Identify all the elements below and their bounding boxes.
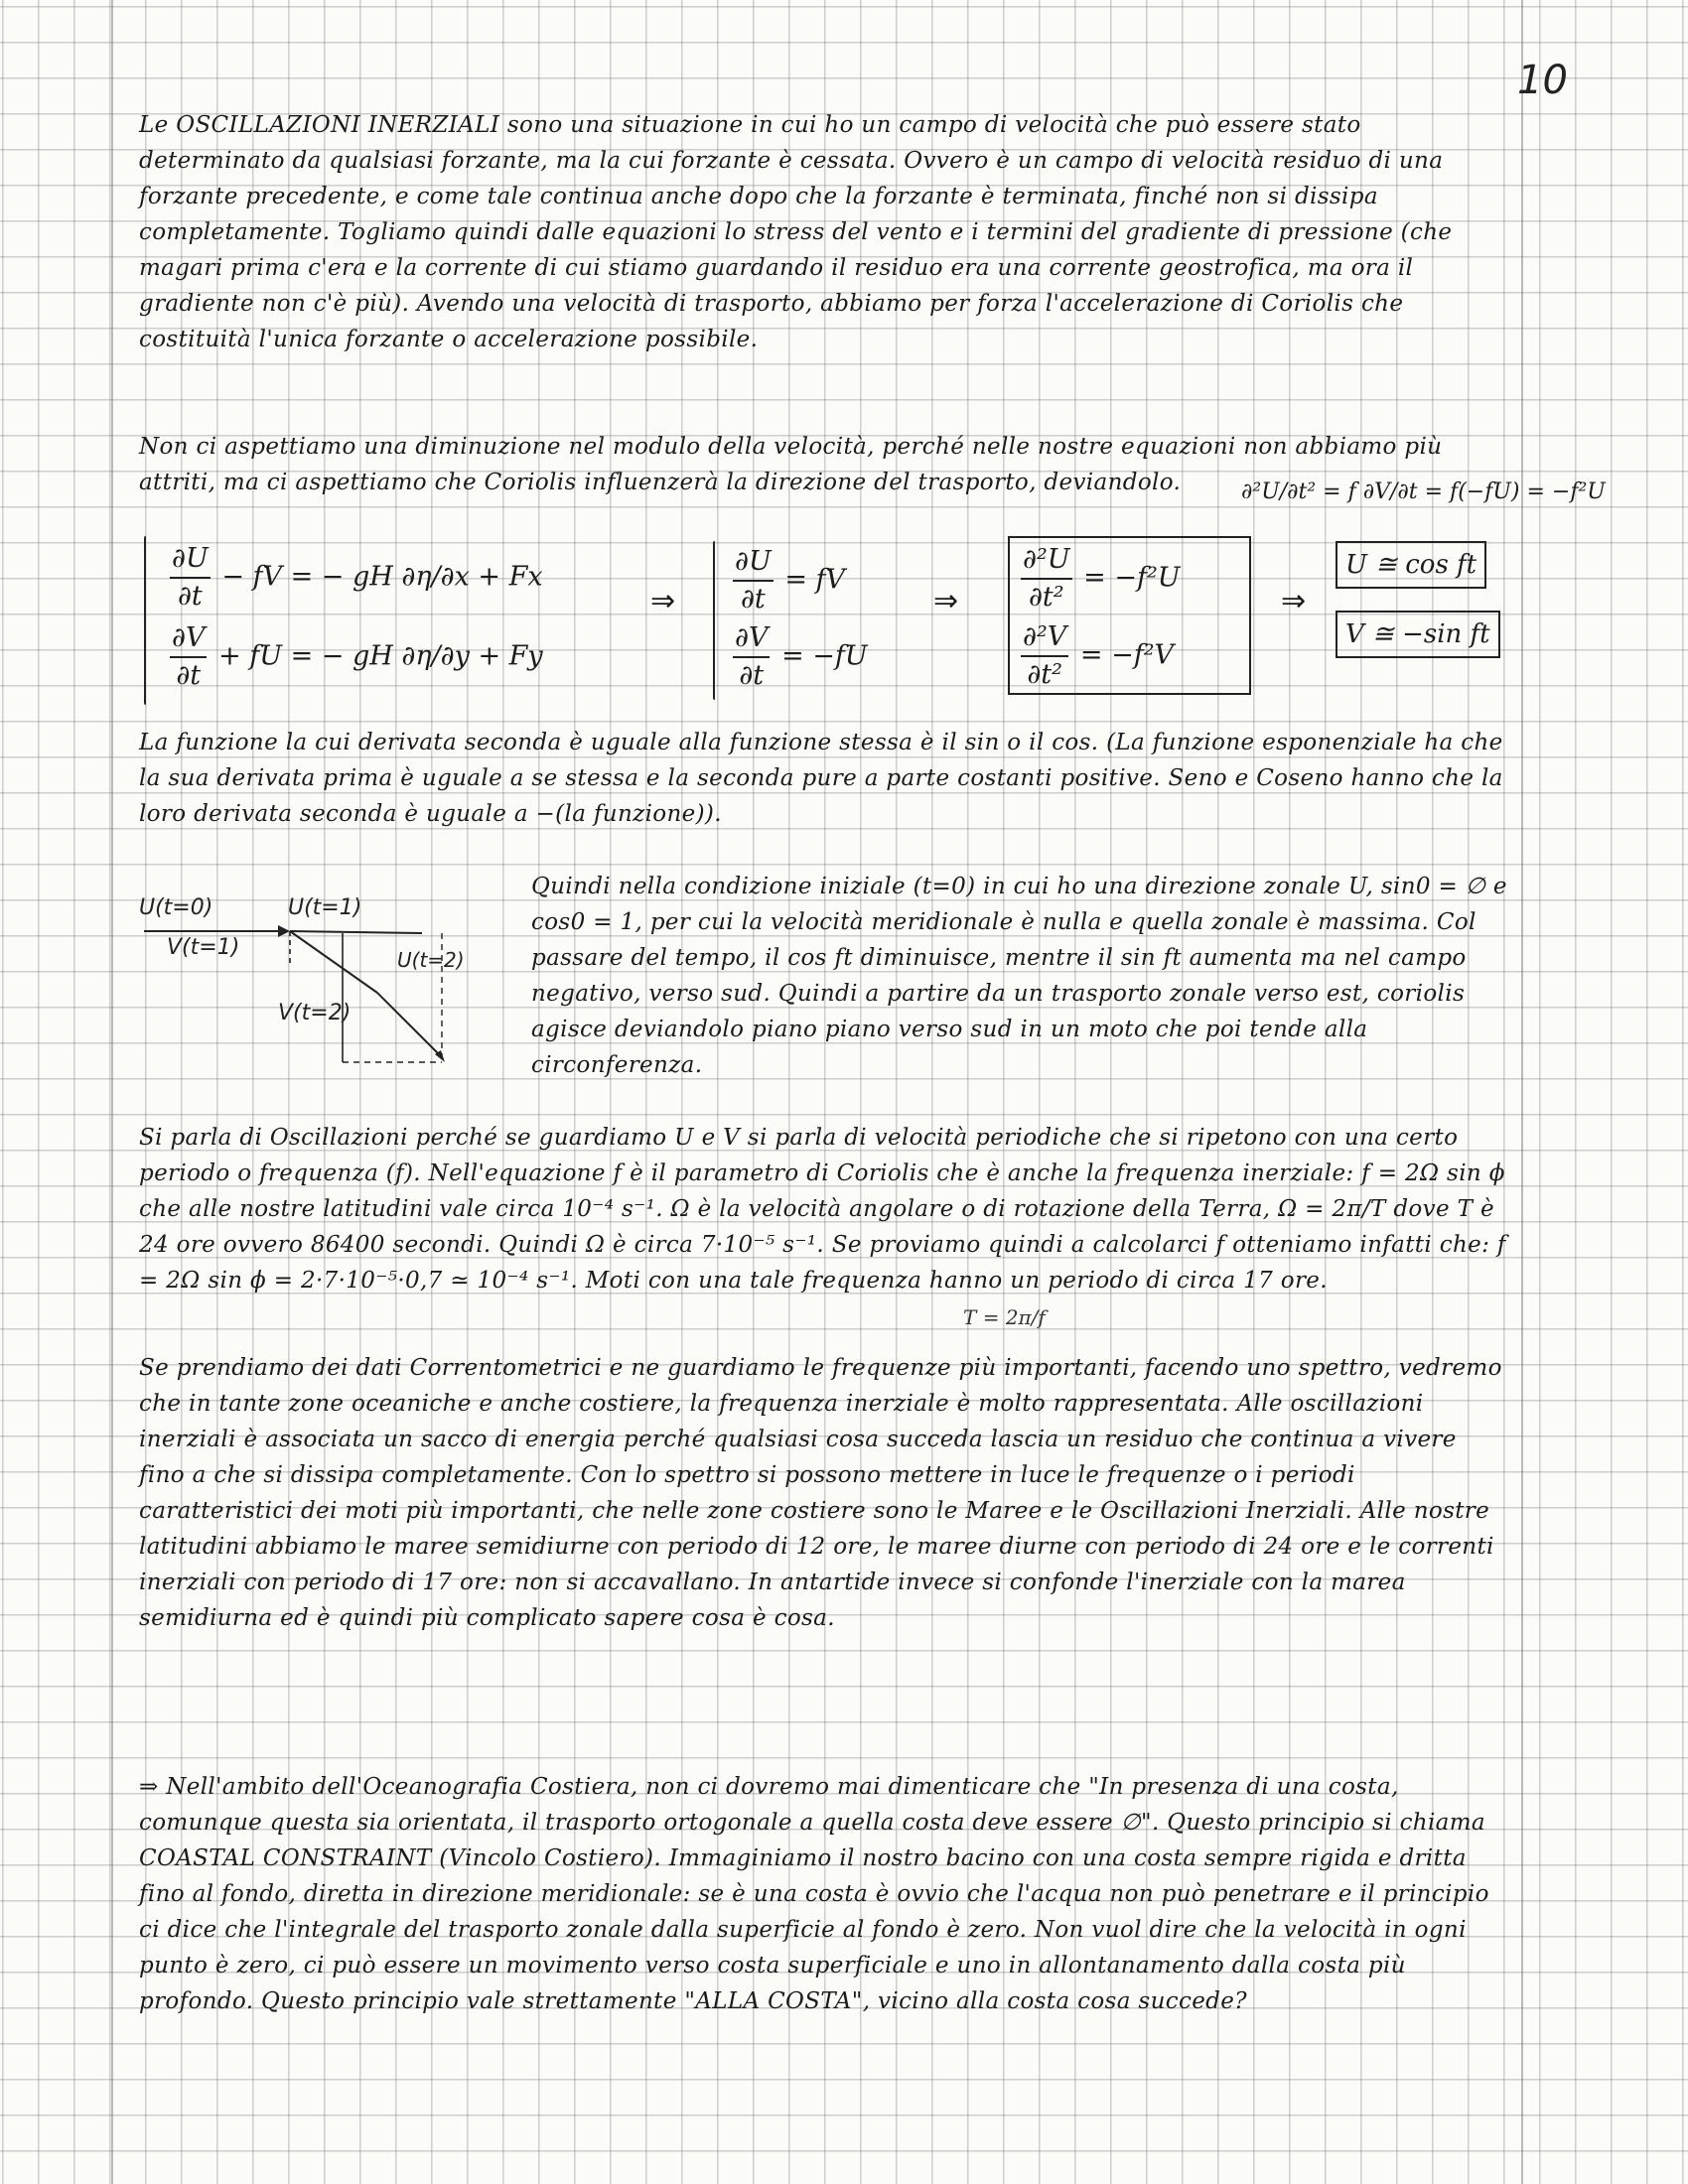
fraction-dv-dt (170, 620, 207, 694)
result-u-cos: U ≅ cos ft (1336, 541, 1486, 589)
velocity-rotation-diagram (139, 893, 496, 1092)
fraction-numerator: ∂²V (1021, 619, 1068, 657)
fraction-numerator: ∂²U (1021, 542, 1072, 580)
paragraph-initial-condition: Quindi nella condizione iniziale (t=0) in cui ho una direzione zonale U, sin0 = ∅ e cos0 = 1, per cui la velocità meridionale è nulla e quella zonale è massima. Col passare del tempo, il cos ft diminuisce, mentre il sin ft aumenta ma nel campo negativo, verso sud. Quindi a partire da un trasporto zonale verso est, coriolis agisce deviandolo piano piano verso sud in un moto che poi tende alla circonferenza. (531, 874, 1507, 1078)
fraction-du-dt (733, 544, 774, 617)
implication-arrow-3: ⇒ (1281, 584, 1307, 618)
paragraph-inertial-oscillations-intro: Le OSCILLAZIONI INERZIALI sono una situazione in cui ho un campo di velocità che può essere stato determinato da qualsiasi forzante, ma la cui forzante è cessata. Ovvero è un campo di velocità residuo di una forzante precedente, e come tale continua anche dopo che la forzante è terminata, finché non si dissipa completamente. Togliamo quindi dalle equazioni lo stress del vento e i termini del gradiente di pressione (che magari prima c'era e la corrente di cui stiamo guardando il residuo era una corrente geostrofica, ma ora il gradiente non c'è più). Avendo una velocità di trasporto, abbiamo per forza l'accelerazione di Coriolis che costituità l'unica forzante o accelerazione possibile. (139, 112, 1453, 352)
right-margin-line (1521, 0, 1523, 2184)
result-v-sin: V ≅ −sin ft (1336, 611, 1500, 658)
fraction-numerator: ∂V (733, 620, 770, 658)
period-note: T = 2π/f (963, 1305, 1046, 1329)
fraction-dv-dt (733, 620, 770, 694)
equation-system-1-row-2 (167, 620, 543, 694)
equation-system-3-row-1 (1018, 542, 1241, 615)
equation-system-1-row-1-rest: − fV = − gH ∂η/∂x + Fx (221, 561, 543, 593)
fraction-numerator: ∂U (170, 541, 211, 579)
fraction-denominator: ∂t (177, 581, 203, 612)
equation-system-3-row-2-rest: = −f²V (1079, 639, 1175, 671)
paragraph-oscillations-frequency: Si parla di Oscillazioni perché se guardiamo U e V si parla di velocità periodiche che si ripetono con una certo periodo o frequenza (f). Nell'equazione f è il parametro di Coriolis che è anche la frequenza inerziale: f = 2Ω sin ϕ che alle nostre latitudini vale circa 10⁻⁴ s⁻¹. Ω è la velocità angolare o di rotazione della Terra, Ω = 2π/T dove T è 24 ore ovvero 86400 secondi. Quindi Ω è circa 7·10⁻⁵ s⁻¹. Se proviamo quindi a calcolarci f otteniamo infatti che: f = 2Ω sin ϕ = 2·7·10⁻⁵·0,7 ≃ 10⁻⁴ s⁻¹. Moti con una tale frequenza hanno un periodo di circa 17 ore. (139, 1125, 1506, 1294)
implication-arrow-1: ⇒ (650, 584, 676, 618)
curve-segment (290, 931, 377, 993)
fraction-denominator: ∂t² (1027, 659, 1062, 690)
equation-system-2-row-1 (730, 544, 845, 617)
curve-segment-2 (377, 993, 442, 1057)
u0-arrow-head (278, 925, 290, 937)
label-u-t1: U(t=1) (288, 895, 362, 920)
fraction-d2u-dt2 (1021, 542, 1072, 615)
equation-system-1-row-2-rest: + fU = − gH ∂η/∂y + Fy (218, 640, 543, 672)
paragraph-spectrum: Se prendiamo dei dati Correntometrici e ne guardiamo le frequenze più importanti, facendo uno spettro, vedremo che in tante zone oceaniche e anche costiere, la frequenza inerziale è molto rappresentata. Alle oscillazioni inerziali è associata un sacco di energia perché qualsiasi cosa succeda lascia un residuo che continua a vivere fino a che si dissipa completamente. Con lo spettro si possono mettere in luce le frequenze o i periodi caratteristici dei moti più importanti, che nelle zone costiere sono le Maree e le Oscillazioni Inerziali. Alle nostre latitudini abbiamo le maree semidiurne con periodo di 12 ore, le maree diurne con periodo di 24 ore e le correnti inerziali con periodo di 17 ore: non si accavallano. In antartide invece si confonde l'inerziale con la marea semidiurna ed è quindi più complicato sapere cosa è cosa. (139, 1355, 1502, 1631)
label-u-t2: U(t=2) (397, 948, 465, 972)
label-u-t0: U(t=0) (139, 895, 213, 920)
fraction-denominator: ∂t² (1028, 582, 1064, 613)
fraction-denominator: ∂t (740, 584, 766, 614)
fraction-numerator: ∂U (733, 544, 774, 582)
equation-system-1-brace (144, 536, 146, 705)
equation-system-3-box (1008, 536, 1251, 695)
paragraph-second-derivative: La funzione la cui derivata seconda è uguale alla funzione stessa è il sin o il cos. (La funzione esponenziale ha che la sua derivata prima è uguale a se stessa e la seconda pure a parte costanti positive. Seno e Coseno hanno che la loro derivata seconda è uguale a −(la funzione)). (139, 730, 1503, 827)
paragraph-coastal-constraint: ⇒ Nell'ambito dell'Oceanografia Costiera, non ci dovremo mai dimenticare che "In presenza di una costa, comunque questa sia orientata, il trasporto ortogonale a quella costa deve essere ∅". Questo principio si chiama COASTAL CONSTRAINT (Vincolo Costiero). Immaginiamo il nostro bacino con una costa sempre rigida e dritta fino al fondo, diretta in direzione meridionale: se è una costa è ovvio che l'acqua non può penetrare e il principio ci dice che l'integrale del trasporto zonale dalla superficie al fondo è zero. Non vuol dire che la velocità in ogni punto è zero, ci può essere un movimento verso costa superficiale e uno in allontanamento dalla costa più profondo. Questo principio vale strettamente "ALLA COSTA", vicino alla costa cosa succede? (139, 1774, 1489, 2014)
fraction-denominator: ∂t (176, 660, 202, 691)
equation-note-second-derivative: ∂²U/∂t² = f ∂V/∂t = f(−fU) = −f²U (1241, 479, 1606, 504)
equation-system-3-row-2 (1018, 619, 1241, 693)
equation-system-1-row-1 (167, 541, 543, 614)
fraction-numerator: ∂V (170, 620, 207, 658)
label-v-t1: V(t=1) (167, 935, 240, 960)
fraction-d2v-dt2 (1021, 619, 1068, 693)
left-margin-line (111, 0, 113, 2184)
equation-system-2-row-2-rest: = −fU (781, 640, 868, 672)
equation-system-2-row-1-rest: = fV (784, 564, 846, 596)
implication-arrow-2: ⇒ (933, 584, 959, 618)
label-v-t2: V(t=2) (278, 1001, 352, 1025)
equation-system-2-brace (713, 541, 715, 700)
paragraph-coriolis-deviation: Non ci aspettiamo una diminuzione nel modulo della velocità, perché nelle nostre equazioni non abbiamo più attriti, ma ci aspettiamo che Coriolis influenzerà la direzione del trasporto, deviandolo. (139, 434, 1443, 495)
u1-vector (290, 931, 422, 933)
fraction-du-dt (170, 541, 211, 614)
equation-system-2-row-2 (730, 620, 868, 694)
page-number: 10 (1517, 58, 1568, 103)
fraction-denominator: ∂t (739, 660, 765, 691)
equation-system-3-row-1-rest: = −f²U (1083, 562, 1181, 594)
